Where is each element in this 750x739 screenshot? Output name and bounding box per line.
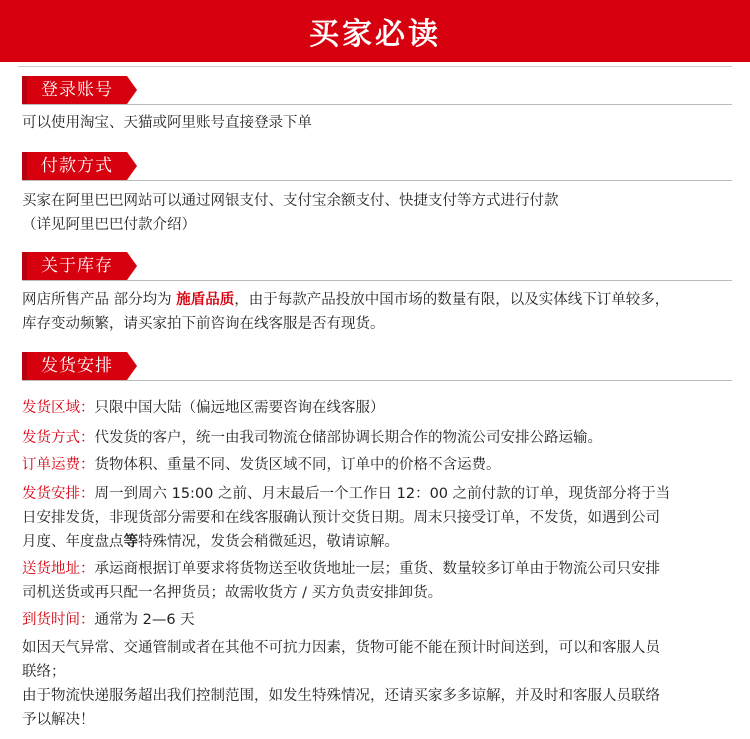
- shipping-item-label: 送货地址：: [22, 561, 95, 577]
- section-title: 登录账号: [27, 76, 127, 104]
- shipping-note-line: 予以解决！: [22, 712, 95, 728]
- section-arrow-icon: [127, 252, 137, 280]
- shipping-note-line: 由于物流快递服务超出我们控制范围，如发生特殊情况，还请买家多多谅解，并及时和客服人员联络: [22, 688, 660, 704]
- shipping-item-label: 发货区域：: [22, 400, 95, 416]
- section-title: 发货安排: [27, 352, 127, 380]
- stock-text-suffix: ，由于每款产品投放中国市场的数量有限，以及实体线下订单较多，: [234, 292, 670, 308]
- shipping-item-address: [22, 557, 734, 581]
- shipping-item-region: [22, 396, 734, 420]
- section-header-login: [22, 76, 137, 104]
- shipping-item-address-cont: 司机送货或再只配一名押货员；故需收货方 / 买方负责安排卸货。: [22, 585, 443, 601]
- shipping-item-label: 发货方式：: [22, 430, 95, 446]
- shipping-item-text: 周一到周六 15:00 之前、月末最后一个工作日 12：00 之前付款的订单，现货部分将于当: [94, 486, 671, 502]
- divider: [22, 180, 732, 181]
- section-header-payment: [22, 152, 137, 180]
- shipping-item-text: 代发货的客户，统一由我司物流仓储部协调长期合作的物流公司安排公路运输。: [94, 430, 602, 446]
- stock-text-line: [22, 288, 734, 312]
- shipping-item-text: 通常为 2—6 天: [94, 612, 195, 628]
- section-header-shipping: [22, 352, 137, 380]
- shipping-item-label: 订单运费：: [22, 457, 95, 473]
- divider: [22, 104, 732, 105]
- schedule-text: 特殊情况，发货会稍微延迟，敬请谅解。: [138, 534, 399, 550]
- page-title: 买家必读: [309, 17, 441, 52]
- section-header-stock: [22, 252, 137, 280]
- section-arrow-icon: [127, 76, 137, 104]
- shipping-item-schedule: [22, 482, 734, 506]
- login-text: 可以使用淘宝、天猫或阿里账号直接登录下单: [22, 115, 312, 131]
- shipping-item-arrival: [22, 608, 734, 632]
- shipping-item-schedule-cont: [22, 530, 734, 554]
- section-arrow-icon: [127, 152, 137, 180]
- shipping-item-label: 发货安排：: [22, 486, 95, 502]
- section-arrow-icon: [127, 352, 137, 380]
- shipping-note-line: 联络；: [22, 664, 66, 680]
- header-banner: [0, 0, 750, 62]
- stock-text-line: 库存变动频繁，请买家拍下前咨询在线客服是否有现货。: [22, 316, 385, 332]
- payment-text-line: （详见阿里巴巴付款介绍）: [22, 217, 196, 233]
- shipping-item-text: 只限中国大陆（偏远地区需要咨询在线客服）: [94, 400, 385, 416]
- divider: [22, 380, 732, 381]
- shipping-item-text: 承运商根据订单要求将货物送至收货地址一层；重货、数量较多订单由于物流公司只安排: [94, 561, 660, 577]
- divider: [18, 66, 732, 67]
- shipping-item-method: [22, 426, 734, 450]
- divider: [22, 280, 732, 281]
- stock-text-prefix: 网店所售产品 部分均为: [22, 292, 177, 308]
- shipping-item-schedule-cont: 日安排发货，非现货部分需要和在线客服确认预计交货日期。周末只接受订单，不发货，如遇到公司: [22, 510, 660, 526]
- brand-highlight: 施盾品质: [176, 292, 235, 308]
- shipping-item-text: 货物体积、重量不同、发货区域不同，订单中的价格不含运费。: [94, 457, 501, 473]
- schedule-text: 月度、年度盘点: [22, 534, 124, 550]
- payment-text-line: 买家在阿里巴巴网站可以通过网银支付、支付宝余额支付、快捷支付等方式进行付款: [22, 193, 559, 209]
- shipping-note-line: 如因天气异常、交通管制或者在其他不可抗力因素，货物可能不能在预计时间送到，可以和客服人员: [22, 640, 660, 656]
- schedule-text-bold: 等: [123, 534, 138, 550]
- shipping-item-label: 到货时间：: [22, 612, 95, 628]
- section-title: 关于库存: [27, 252, 127, 280]
- section-title: 付款方式: [27, 152, 127, 180]
- shipping-item-fee: [22, 453, 734, 477]
